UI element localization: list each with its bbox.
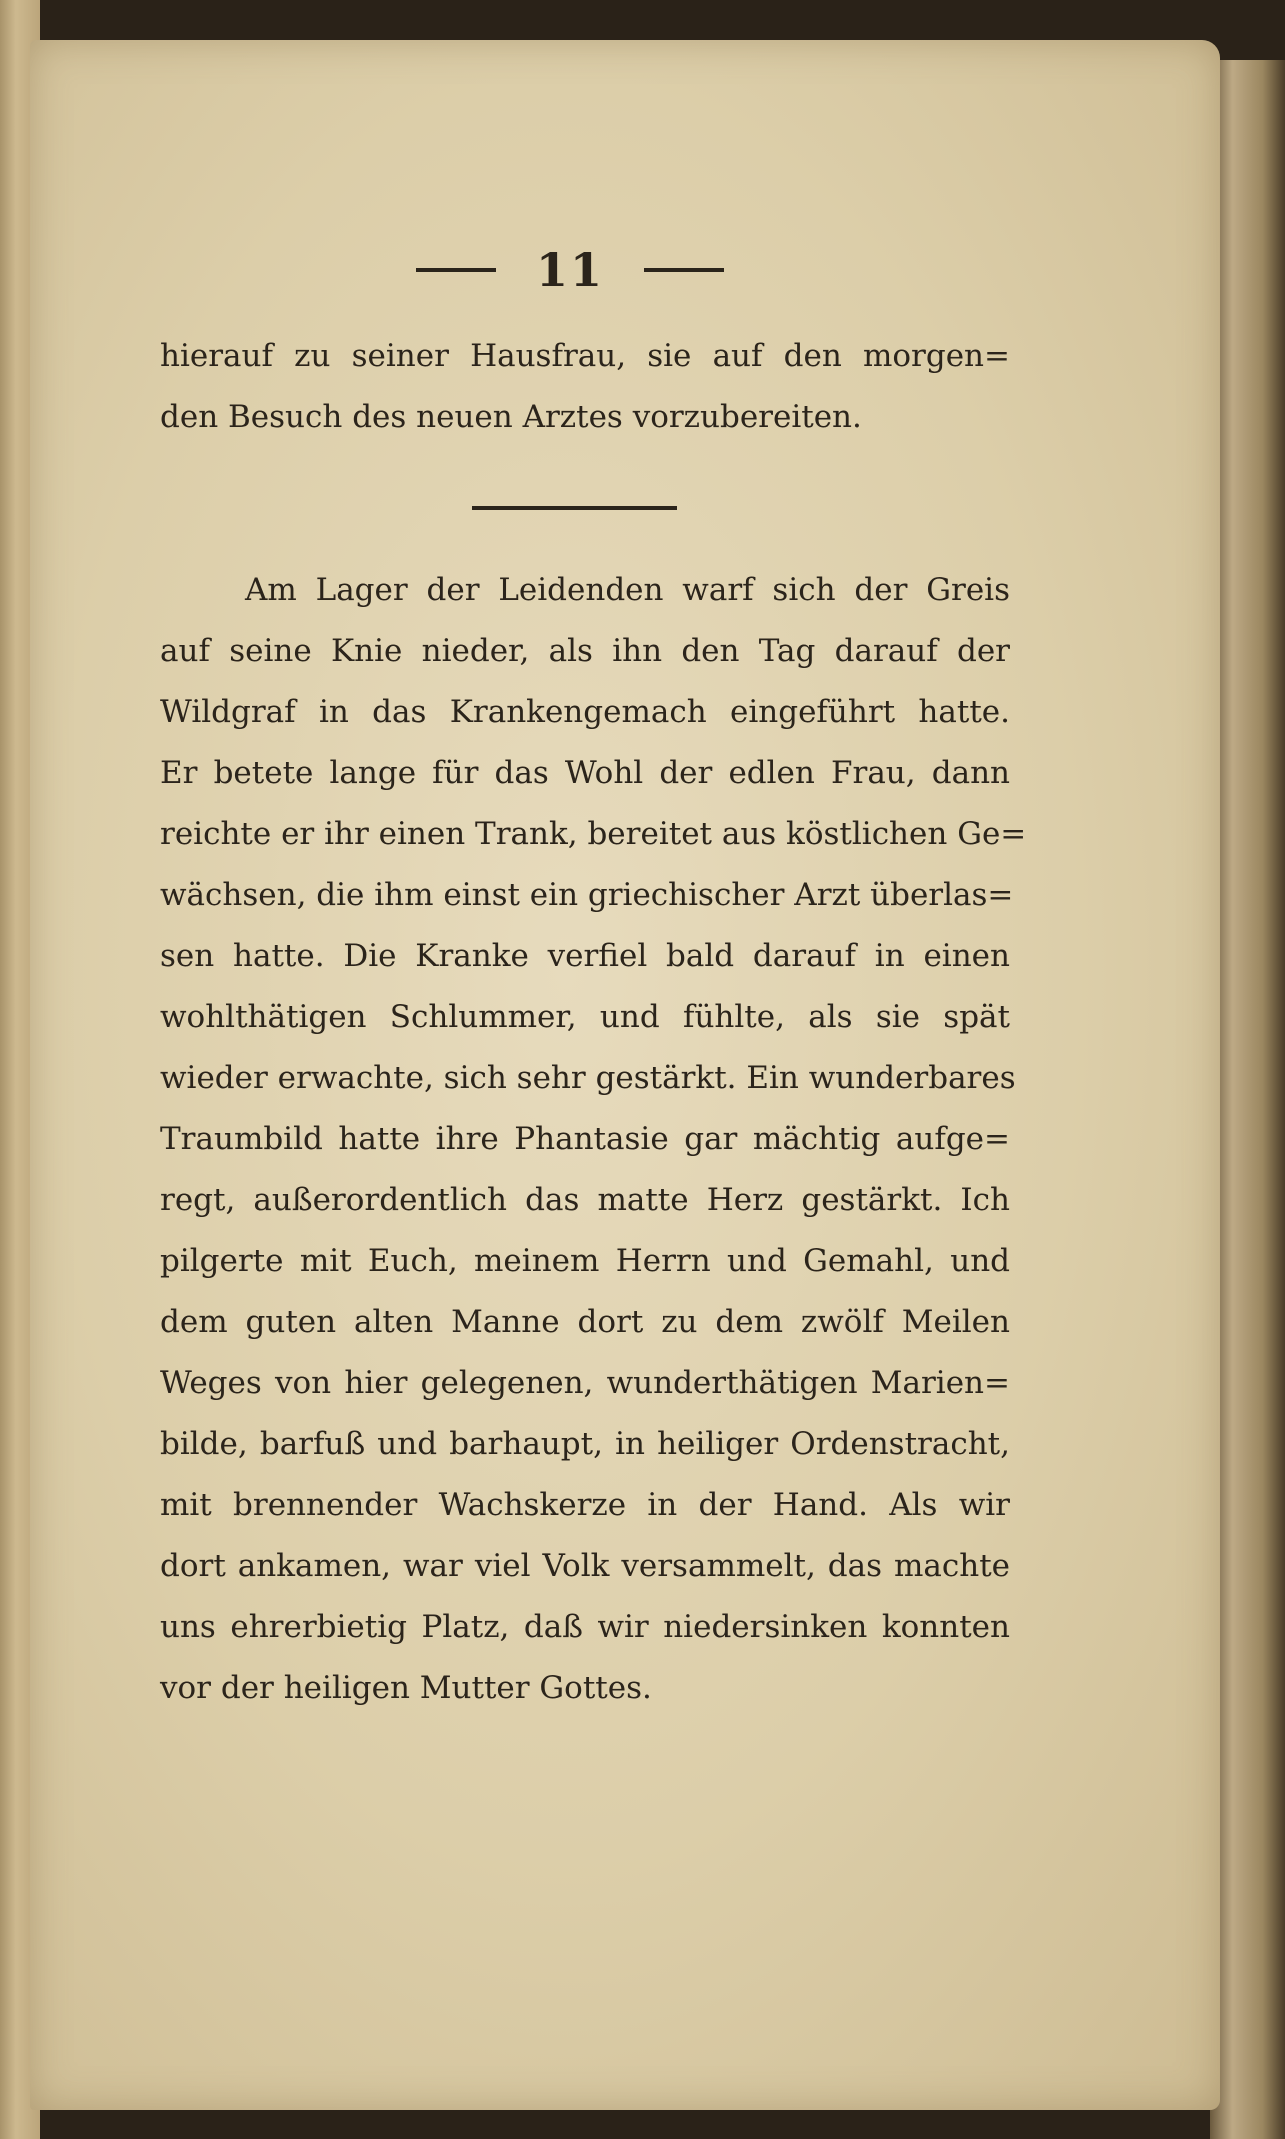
text-line: dort ankamen, war viel Volk versammelt, das machte — [160, 1548, 1010, 1584]
text-line: auf seine Knie nieder, als ihn den Tag darauf der — [160, 633, 1010, 669]
page-header — [400, 235, 740, 305]
text-line: bilde, barfuß und barhaupt, in heiliger Ordenstracht, — [160, 1426, 1010, 1462]
header-rule-left — [416, 268, 496, 272]
text-line: uns ehrerbietig Platz, daß wir niedersinken konnten — [160, 1609, 1010, 1645]
page-number: 11 — [535, 243, 604, 297]
text-line: mit brennender Wachskerze in der Hand. Als wir — [160, 1487, 1010, 1523]
header-rule-right — [644, 268, 724, 272]
paragraph-main — [160, 560, 1027, 1719]
text-line: regt, außerordentlich das matte Herz gestärkt. Ich — [160, 1182, 1010, 1218]
text-line: wächsen, die ihm einst ein griechischer Arzt überlas= — [160, 877, 1014, 913]
text-line: den Besuch des neuen Arztes vorzubereiten. — [160, 399, 862, 435]
text-line: wieder erwachte, sich sehr gestärkt. Ein wunderbares — [160, 1060, 1016, 1096]
text-line: vor der heiligen Mutter Gottes. — [160, 1670, 652, 1706]
section-separator — [472, 506, 677, 510]
text-line: Traumbild hatte ihre Phantasie gar mächtig aufge= — [160, 1121, 1010, 1157]
text-line: Am Lager der Leidenden warf sich der Greis — [245, 572, 1010, 608]
text-line: Wildgraf in das Krankengemach eingeführt hatte. — [160, 694, 1010, 730]
page-stack-edge — [1210, 60, 1285, 2139]
text-line: wohlthätigen Schlummer, und fühlte, als sie spät — [160, 999, 1010, 1035]
text-line: hierauf zu seiner Hausfrau, sie auf den morgen= — [160, 338, 1010, 374]
text-line: dem guten alten Manne dort zu dem zwölf Meilen — [160, 1304, 1010, 1340]
text-line: sen hatte. Die Kranke verfiel bald darauf in einen — [160, 938, 1010, 974]
text-line: pilgerte mit Euch, meinem Herrn und Gemahl, und — [160, 1243, 1010, 1279]
text-line: reichte er ihr einen Trank, bereitet aus köstlichen Ge= — [160, 816, 1027, 852]
paragraph-continued — [160, 326, 1010, 448]
text-line: Er betete lange für das Wohl der edlen Frau, dann — [160, 755, 1010, 791]
text-line: Weges von hier gelegenen, wunderthätigen Marien= — [160, 1365, 1010, 1401]
